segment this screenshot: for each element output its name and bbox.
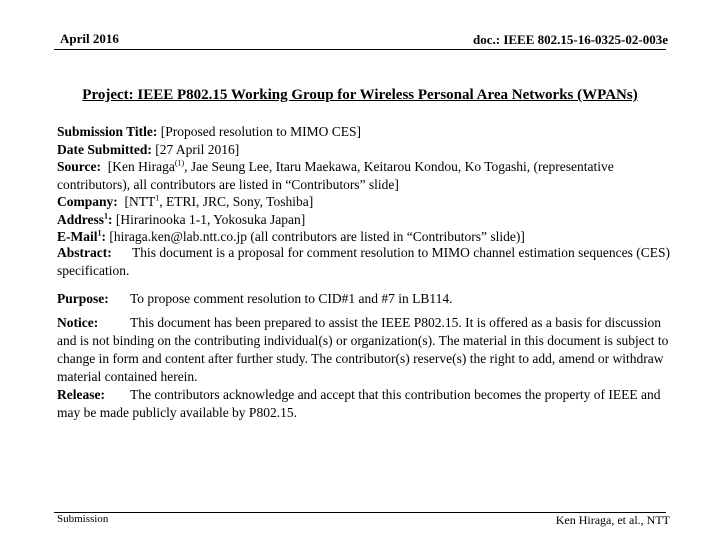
source-sup: (1): [174, 158, 185, 168]
source-line: [57, 158, 677, 193]
email-label: E-Mail$^1$:: [57, 228, 106, 244]
header-divider: [54, 49, 666, 50]
purpose-section: [57, 290, 677, 308]
address-value: [Hirarinooka 1-1, Yokosuka Japan]: [115, 211, 306, 227]
footer-submission: Submission: [57, 513, 109, 525]
source-label: Source:: [57, 159, 101, 174]
purpose-label: Purpose:: [57, 291, 109, 306]
source-name: [Ken Hiraga: [107, 159, 175, 174]
abstract-section: [57, 244, 677, 280]
submission-title-value: [Proposed resolution to MIMO CES]: [160, 124, 362, 139]
release-label: Release:: [57, 387, 105, 402]
header-doc-id: doc.: IEEE 802.15-16-0325-02-003e: [473, 32, 668, 47]
address-sup: 1: [104, 211, 109, 220]
company-rest: , ETRI, JRC, Sony, Toshiba]: [159, 194, 314, 209]
notice-label: Notice:: [57, 315, 99, 330]
company-pre: [NTT: [124, 194, 156, 209]
release-text: The contributors acknowledge and accept that this contribution becomes the property of IEEE and may be made publicly available by P802.15.: [57, 387, 661, 420]
submission-title-line: [57, 123, 677, 141]
purpose-text: To propose comment resolution to CID#1 and #7 in LB114.: [130, 291, 453, 306]
abstract-label: Abstract:: [57, 245, 112, 260]
notice-block: [57, 314, 677, 386]
date-submitted-value: [27 April 2016]: [155, 141, 240, 157]
date-submitted-line: [57, 141, 677, 159]
email-sup: 1: [97, 228, 102, 238]
address-label: Address$^1$:: [57, 211, 113, 227]
abstract-text: This document is a proposal for comment resolution to MIMO channel estimation sequences (CES) specification.: [57, 245, 671, 278]
header-date: April 2016: [60, 31, 119, 46]
notice-text: This document has been prepared to assist the IEEE P802.15. It is offered as a basis for discussion and is not binding on the contributing individual(s) or organization(s). The material in this document is subject to change in form and content after further study. The contributor(s) reserve(s) the right to add, amend or withdraw material contained herein.: [57, 315, 669, 384]
project-title: Project: IEEE P802.15 Working Group for Wireless Personal Area Networks (WPANs): [82, 87, 638, 103]
address-line: [57, 211, 677, 229]
company-sup: 1: [155, 193, 160, 203]
company-line: [57, 193, 677, 211]
source-rest: , Jae Seung Lee, Itaru Maekawa, Keitarou Kondou, Ko Togashi, (representative contributors), all contributors are listed in “Contributors” slide]: [57, 159, 614, 192]
submission-title-label: Submission Title:: [57, 124, 158, 139]
company-label: Company:: [57, 194, 118, 209]
footer-author: Ken Hiraga, et al., NTT: [555, 513, 670, 527]
release-block: [57, 386, 677, 422]
date-submitted-label: Date Submitted:: [57, 141, 152, 157]
email-line: [57, 228, 677, 246]
submission-metadata: [57, 123, 677, 246]
email-value: [hiraga.ken@lab.ntt.co.jp (all contributors are listed in “Contributors” slide)]: [109, 229, 525, 244]
notice-section: [57, 314, 677, 422]
